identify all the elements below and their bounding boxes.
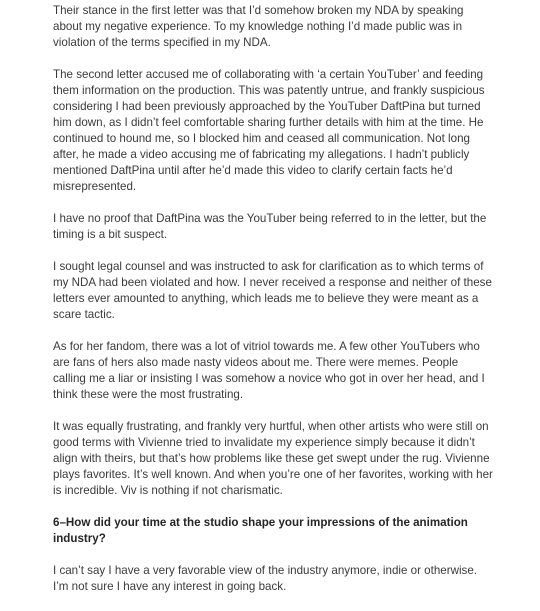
interview-question: 6–How did your time at the studio shape your impressions of the animation industry? bbox=[53, 516, 468, 545]
paragraph-no-proof: I have no proof that DaftPina was the YouTuber being referred to in the letter, but the timing is a bit suspect. bbox=[53, 212, 487, 241]
paragraph-second-letter: The second letter accused me of collaborating with ‘a certain YouTuber’ and feeding them information on the production. This was patently untrue, and frankly suspicious considering I had been previously approached by the YouTuber DaftPina but turned him down, as I didn’t feel comfortable sharing further details with him at the time. He continued to hound me, so I blocked him and ceased all communication. Not long after, he made a video accusing me of fabricating my allegations. I hadn’t publicly mentioned DaftPina until after he’d made this video to clarify certain facts he’d misrepresented. bbox=[53, 68, 485, 193]
paragraph-fandom: As for her fandom, there was a lot of vitriol towards me. A few other YouTubers who are fans of hers also made nasty videos about me. There were memes. People calling me a liar or insisting I was somehow a novice who got in over her head, and I think these were the most frustrating. bbox=[53, 340, 485, 401]
interview-answer: I can’t say I have a very favorable view of the industry anymore, indie or otherwise. I’m not sure I have any interest in going back. bbox=[53, 564, 478, 593]
paragraph-artists: It was equally frustrating, and frankly very hurtful, when other artists who were still on good terms with Vivienne tried to invalidate my experience simply because it didn’t align with theirs, but that’s how problems like these get swept under the rug. Vivienne plays favorites. It’s well known. And when you’re one of her favorites, working with her is incredible. Viv is nothing if not charismatic. bbox=[53, 420, 493, 497]
paragraph-nda-stance: Their stance in the first letter was that I’d somehow broken my NDA by speaking about my negative experience. To my knowledge nothing I’d made public was in violation of the terms specified in my NDA. bbox=[53, 4, 464, 49]
article-body bbox=[53, 3, 493, 611]
paragraph-legal-counsel: I sought legal counsel and was instructed to ask for clarification as to which terms of my NDA had been violated and how. I never received a response and neither of these letters ever amounted to anything, which leads me to believe they were meant as a scare tactic. bbox=[53, 260, 492, 321]
